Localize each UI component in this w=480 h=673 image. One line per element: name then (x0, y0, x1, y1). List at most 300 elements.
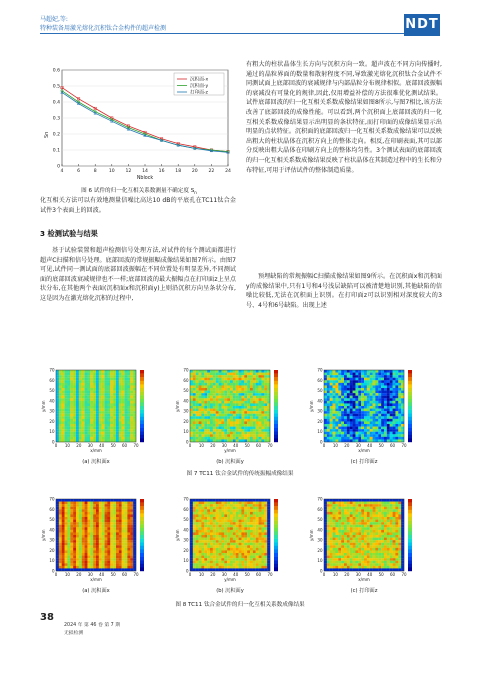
heatmap-cell (398, 517, 401, 520)
heatmap-cell (67, 553, 70, 556)
heatmap-cell (375, 558, 378, 561)
heatmap-cell (196, 566, 199, 569)
heatmap-cell (387, 509, 390, 512)
heatmap-cell (230, 424, 233, 427)
journal-logo: NDT (404, 14, 440, 36)
heatmap-cell (338, 548, 341, 551)
heatmap-cell (244, 522, 247, 525)
heatmap-cell (127, 411, 130, 414)
heatmap-cell (113, 427, 116, 430)
heatmap-cell (259, 522, 262, 525)
heatmap-cell (378, 427, 381, 430)
heatmap-cell (133, 504, 136, 507)
heatmap-cell (196, 527, 199, 530)
heatmap-cell (193, 421, 196, 424)
heatmap-cell (256, 432, 259, 435)
heatmap-cell (82, 561, 85, 564)
heatmap-cell (381, 532, 384, 535)
heatmap-cell (130, 432, 133, 435)
heatmap-cell (193, 522, 196, 525)
heatmap-cell (250, 538, 253, 541)
colorbar-segment (408, 370, 412, 374)
heatmap-cell (261, 568, 264, 571)
heatmap-cell (361, 545, 364, 548)
heatmap-cell (199, 416, 202, 419)
heatmap-cell (381, 504, 384, 507)
y-tick-label: 20 (49, 418, 55, 424)
heatmap-cell (261, 517, 264, 520)
heatmap-cell (327, 525, 330, 528)
heatmap-cell (219, 530, 222, 533)
heatmap-cell (230, 527, 233, 530)
heatmap-cell (244, 538, 247, 541)
heatmap-cell (324, 568, 327, 571)
heatmap-cell (387, 527, 390, 530)
heatmap-cell (62, 512, 65, 515)
heatmap-cell (90, 434, 93, 437)
heatmap-cell (373, 414, 376, 417)
heatmap-cell (378, 398, 381, 401)
heatmap-cell (113, 393, 116, 396)
heatmap-cell (56, 543, 59, 546)
heatmap-cell (125, 550, 128, 553)
heatmap-cell (130, 558, 133, 561)
heatmap-cell (355, 509, 358, 512)
heatmap-cell (93, 512, 96, 515)
colorbar-segment (140, 517, 144, 521)
heatmap-cell (244, 535, 247, 538)
heatmap-cell (335, 409, 338, 412)
heatmap-cell (125, 532, 128, 535)
heatmap-cell (267, 550, 270, 553)
heatmap-cell (381, 563, 384, 566)
heatmap-cell (79, 378, 82, 381)
heatmap-cell (65, 391, 68, 394)
heatmap-cell (93, 509, 96, 512)
heatmap-cell (393, 517, 396, 520)
heatmap-cell (327, 540, 330, 543)
heatmap-cell (90, 548, 93, 551)
heatmap-cell (335, 416, 338, 419)
heatmap-cell (73, 558, 76, 561)
heatmap-cell (107, 429, 110, 432)
heatmap-cell (133, 556, 136, 559)
heatmap-cell (333, 504, 336, 507)
heatmap-cell (119, 532, 122, 535)
heatmap-cell (107, 396, 110, 399)
heatmap-cell (370, 424, 373, 427)
heatmap-cell (65, 370, 68, 373)
y-tick-label: 30 (49, 408, 55, 414)
heatmap-cell (210, 409, 213, 412)
heatmap-cell (330, 504, 333, 507)
heatmap-cell (67, 548, 70, 551)
heatmap-cell (233, 550, 236, 553)
heatmap-cell (201, 403, 204, 406)
heatmap-cell (113, 396, 116, 399)
heatmap-cell (67, 388, 70, 391)
heatmap-cell (361, 561, 364, 564)
x-tick-label: 8 (93, 169, 97, 174)
heatmap-cell (96, 421, 99, 424)
heatmap-cell (105, 401, 108, 404)
heatmap-cell (261, 370, 264, 373)
heatmap-cell (102, 403, 105, 406)
heatmap-cell (82, 409, 85, 412)
heatmap-cell (256, 419, 259, 422)
heatmap-cell (250, 540, 253, 543)
heatmap-cell (122, 421, 125, 424)
heatmap-cell (190, 548, 193, 551)
heatmap-cell (230, 398, 233, 401)
heatmap-cell (338, 439, 341, 442)
heatmap-cell (221, 373, 224, 376)
colorbar-segment (274, 392, 278, 396)
heatmap-cell (244, 514, 247, 517)
heatmap-cell (393, 406, 396, 409)
heatmap-cell (204, 522, 207, 525)
heatmap-cell (401, 383, 404, 386)
heatmap-cell (79, 385, 82, 388)
heatmap-cell (390, 517, 393, 520)
heatmap-cell (130, 393, 133, 396)
heatmap-cell (99, 530, 102, 533)
heatmap-cell (393, 543, 396, 546)
heatmap-cell (65, 388, 68, 391)
heatmap-cell (253, 512, 256, 515)
heatmap-cell (335, 414, 338, 417)
heatmap-cell (393, 391, 396, 394)
heatmap-cell (201, 550, 204, 553)
heatmap-cell (127, 385, 130, 388)
heatmap-cell (236, 558, 239, 561)
heatmap-cell (73, 550, 76, 553)
heatmap-cell (261, 414, 264, 417)
heatmap-cell (253, 429, 256, 432)
heatmap-cell (378, 509, 381, 512)
heatmap-cell (324, 401, 327, 404)
heatmap-cell (59, 398, 62, 401)
heatmap-cell (227, 396, 230, 399)
heatmap-cell (341, 543, 344, 546)
heatmap-cell (358, 558, 361, 561)
heatmap-cell (119, 502, 122, 505)
heatmap-cell (99, 375, 102, 378)
heatmap-cell (347, 406, 350, 409)
heatmap-cell (398, 561, 401, 564)
heatmap-cell (107, 535, 110, 538)
heatmap-cell (239, 416, 242, 419)
heatmap-cell (338, 520, 341, 523)
colorbar-segment (274, 560, 278, 564)
heatmap-cell (373, 530, 376, 533)
heatmap-cell (56, 499, 59, 502)
heatmap-cell (370, 563, 373, 566)
heatmap-cell (96, 409, 99, 412)
heatmap-cell (130, 434, 133, 437)
heatmap-cell (330, 509, 333, 512)
heatmap-cell (393, 525, 396, 528)
heatmap-cell (133, 398, 136, 401)
heatmap-cell (261, 504, 264, 507)
heatmap-cell (364, 391, 367, 394)
heatmap-cell (375, 396, 378, 399)
heatmap-cell (401, 507, 404, 510)
heatmap-cell (358, 409, 361, 412)
heatmap-cell (344, 380, 347, 383)
heatmap-cell (390, 429, 393, 432)
heatmap-cell (367, 543, 370, 546)
heatmap-cell (224, 530, 227, 533)
heatmap-cell (341, 561, 344, 564)
heatmap-cell (204, 538, 207, 541)
colorbar-segment (274, 395, 278, 399)
heatmap-cell (390, 558, 393, 561)
heatmap-cell (224, 414, 227, 417)
heatmap-cell (381, 370, 384, 373)
heatmap-cell (335, 538, 338, 541)
heatmap-cell (119, 421, 122, 424)
heatmap-cell (344, 512, 347, 515)
heatmap-cell (119, 380, 122, 383)
heatmap-cell (116, 532, 119, 535)
heatmap-cell (102, 502, 105, 505)
heatmap-cell (113, 507, 116, 510)
heatmap-cell (122, 535, 125, 538)
heatmap-cell (213, 509, 216, 512)
heatmap-cell (76, 373, 79, 376)
heatmap-cell (259, 543, 262, 546)
heatmap-cell (330, 406, 333, 409)
heatmap-cell (87, 517, 90, 520)
heatmap-cell (65, 502, 68, 505)
heatmap-cell (201, 388, 204, 391)
heatmap-cell (338, 388, 341, 391)
heatmap-cell (361, 553, 364, 556)
heatmap-cell (335, 553, 338, 556)
heatmap-cell (204, 502, 207, 505)
heatmap-cell (127, 416, 130, 419)
heatmap-cell (102, 520, 105, 523)
heatmap-cell (79, 409, 82, 412)
heatmap-cell (390, 504, 393, 507)
heatmap-cell (73, 416, 76, 419)
colorbar-segment (140, 564, 144, 568)
heatmap-cell (335, 380, 338, 383)
heatmap-cell (199, 527, 202, 530)
heatmap-cell (93, 566, 96, 569)
heatmap-cell (239, 527, 242, 530)
heatmap-cell (338, 385, 341, 388)
heatmap-cell (373, 396, 376, 399)
heatmap-cell (85, 548, 88, 551)
heatmap-cell (82, 538, 85, 541)
heatmap-cell (384, 558, 387, 561)
heatmap-cell (102, 525, 105, 528)
heatmap-cell (350, 385, 353, 388)
heatmap-cell (70, 561, 73, 564)
heatmap-cell (347, 520, 350, 523)
heatmap-cell (335, 558, 338, 561)
heatmap-cell (116, 396, 119, 399)
heatmap-cell (239, 411, 242, 414)
heatmap-cell (196, 558, 199, 561)
heatmap-cell (110, 548, 113, 551)
x-tick-label: 20 (210, 572, 216, 577)
heatmap-cell (393, 427, 396, 430)
heatmap-cell (355, 530, 358, 533)
heatmap-cell (196, 509, 199, 512)
heatmap-cell (196, 507, 199, 510)
heatmap-cell (105, 409, 108, 412)
heatmap-cell (216, 393, 219, 396)
heatmap-cell (221, 401, 224, 404)
heatmap-cell (227, 499, 230, 502)
heatmap-cell (256, 375, 259, 378)
heatmap-cell (204, 416, 207, 419)
heatmap-cell (384, 548, 387, 551)
heatmap-cell (256, 530, 259, 533)
heatmap-cell (116, 509, 119, 512)
heatmap-cell (353, 398, 356, 401)
heatmap-cell (324, 561, 327, 564)
heatmap-cell (381, 558, 384, 561)
heatmap-cell (207, 388, 210, 391)
heatmap-cell (375, 393, 378, 396)
heatmap-cell (87, 548, 90, 551)
heatmap-cell (259, 414, 262, 417)
heatmap-cell (116, 398, 119, 401)
heatmap-cell (213, 409, 216, 412)
heatmap-cell (364, 396, 367, 399)
heatmap-cell (247, 507, 250, 510)
heatmap-cell (216, 380, 219, 383)
heatmap-cell (327, 545, 330, 548)
heatmap-cell (73, 398, 76, 401)
heatmap-cell (393, 502, 396, 505)
heatmap-cell (213, 532, 216, 535)
heatmap-cell (233, 561, 236, 564)
heatmap-cell (79, 424, 82, 427)
heatmap-cell (398, 502, 401, 505)
heatmap-cell (190, 556, 193, 559)
heatmap-cell (219, 401, 222, 404)
heatmap-cell (353, 388, 356, 391)
heatmap-cell (116, 556, 119, 559)
heatmap-cell (338, 553, 341, 556)
heatmap-cell (261, 530, 264, 533)
heatmap-cell (62, 548, 65, 551)
heatmap-cell (210, 509, 213, 512)
heatmap-cell (216, 545, 219, 548)
heatmap-cell (59, 375, 62, 378)
heatmap-cell (261, 398, 264, 401)
heatmap-cell (364, 424, 367, 427)
heatmap-cell (224, 391, 227, 394)
heatmap-cell (341, 558, 344, 561)
heatmap-cell (130, 502, 133, 505)
heatmap-cell (236, 411, 239, 414)
heatmap-cell (93, 527, 96, 530)
heatmap-cell (213, 504, 216, 507)
heatmap-cell (62, 538, 65, 541)
heatmap-cell (338, 411, 341, 414)
heatmap-cell (219, 538, 222, 541)
heatmap-cell (387, 373, 390, 376)
heatmap-cell (119, 414, 122, 417)
heatmap-cell (105, 437, 108, 440)
heatmap-cell (373, 568, 376, 571)
x-tick-label: 18 (175, 169, 182, 174)
heatmap-cell (56, 406, 59, 409)
heatmap-cell (264, 411, 267, 414)
heatmap-cell (122, 548, 125, 551)
heatmap-cell (102, 380, 105, 383)
heatmap-cell (327, 439, 330, 442)
heatmap-cell (207, 568, 210, 571)
heatmap-cell (96, 543, 99, 546)
heatmap-cell (358, 563, 361, 566)
heatmap-cell (264, 561, 267, 564)
heatmap-cell (239, 509, 242, 512)
heatmap-cell (387, 401, 390, 404)
heatmap-cell (333, 535, 336, 538)
heatmap-cell (233, 532, 236, 535)
heatmap-cell (341, 550, 344, 553)
heatmap-cell (261, 556, 264, 559)
heatmap-cell (227, 517, 230, 520)
heatmap-cell (201, 507, 204, 510)
heatmap-cell (62, 406, 65, 409)
heatmap-cell (227, 383, 230, 386)
heatmap-panel (174, 497, 302, 595)
figure-6-caption-subscript: n (194, 190, 197, 196)
heatmap-cell (82, 525, 85, 528)
heatmap-cell (401, 401, 404, 404)
heatmap-cell (105, 398, 108, 401)
heatmap-cell (347, 504, 350, 507)
heatmap-cell (224, 385, 227, 388)
x-tick-label: 20 (210, 443, 216, 448)
heatmap-cell (56, 388, 59, 391)
x-tick-label: 20 (191, 169, 198, 174)
heatmap-cell (87, 553, 90, 556)
heatmap-cell (244, 414, 247, 417)
heatmap-cell (56, 411, 59, 414)
heatmap-cell (110, 439, 113, 442)
heatmap-cell (201, 517, 204, 520)
heatmap-cell (116, 391, 119, 394)
heatmap-cell (127, 434, 130, 437)
heatmap-cell (67, 550, 70, 553)
heatmap-cell (216, 419, 219, 422)
heatmap-cell (387, 543, 390, 546)
heatmap-cell (233, 517, 236, 520)
heatmap-cell (358, 419, 361, 422)
heatmap-panel (174, 368, 302, 466)
heatmap-cell (127, 396, 130, 399)
heatmap-cell (227, 535, 230, 538)
heatmap-cell (370, 391, 373, 394)
heatmap-cell (82, 499, 85, 502)
heatmap-cell (335, 411, 338, 414)
x-tick-label: 60 (256, 443, 262, 448)
heatmap-cell (233, 558, 236, 561)
heatmap-cell (130, 401, 133, 404)
heatmap-cell (93, 563, 96, 566)
heatmap-cell (358, 512, 361, 515)
heatmap-cell (259, 424, 262, 427)
